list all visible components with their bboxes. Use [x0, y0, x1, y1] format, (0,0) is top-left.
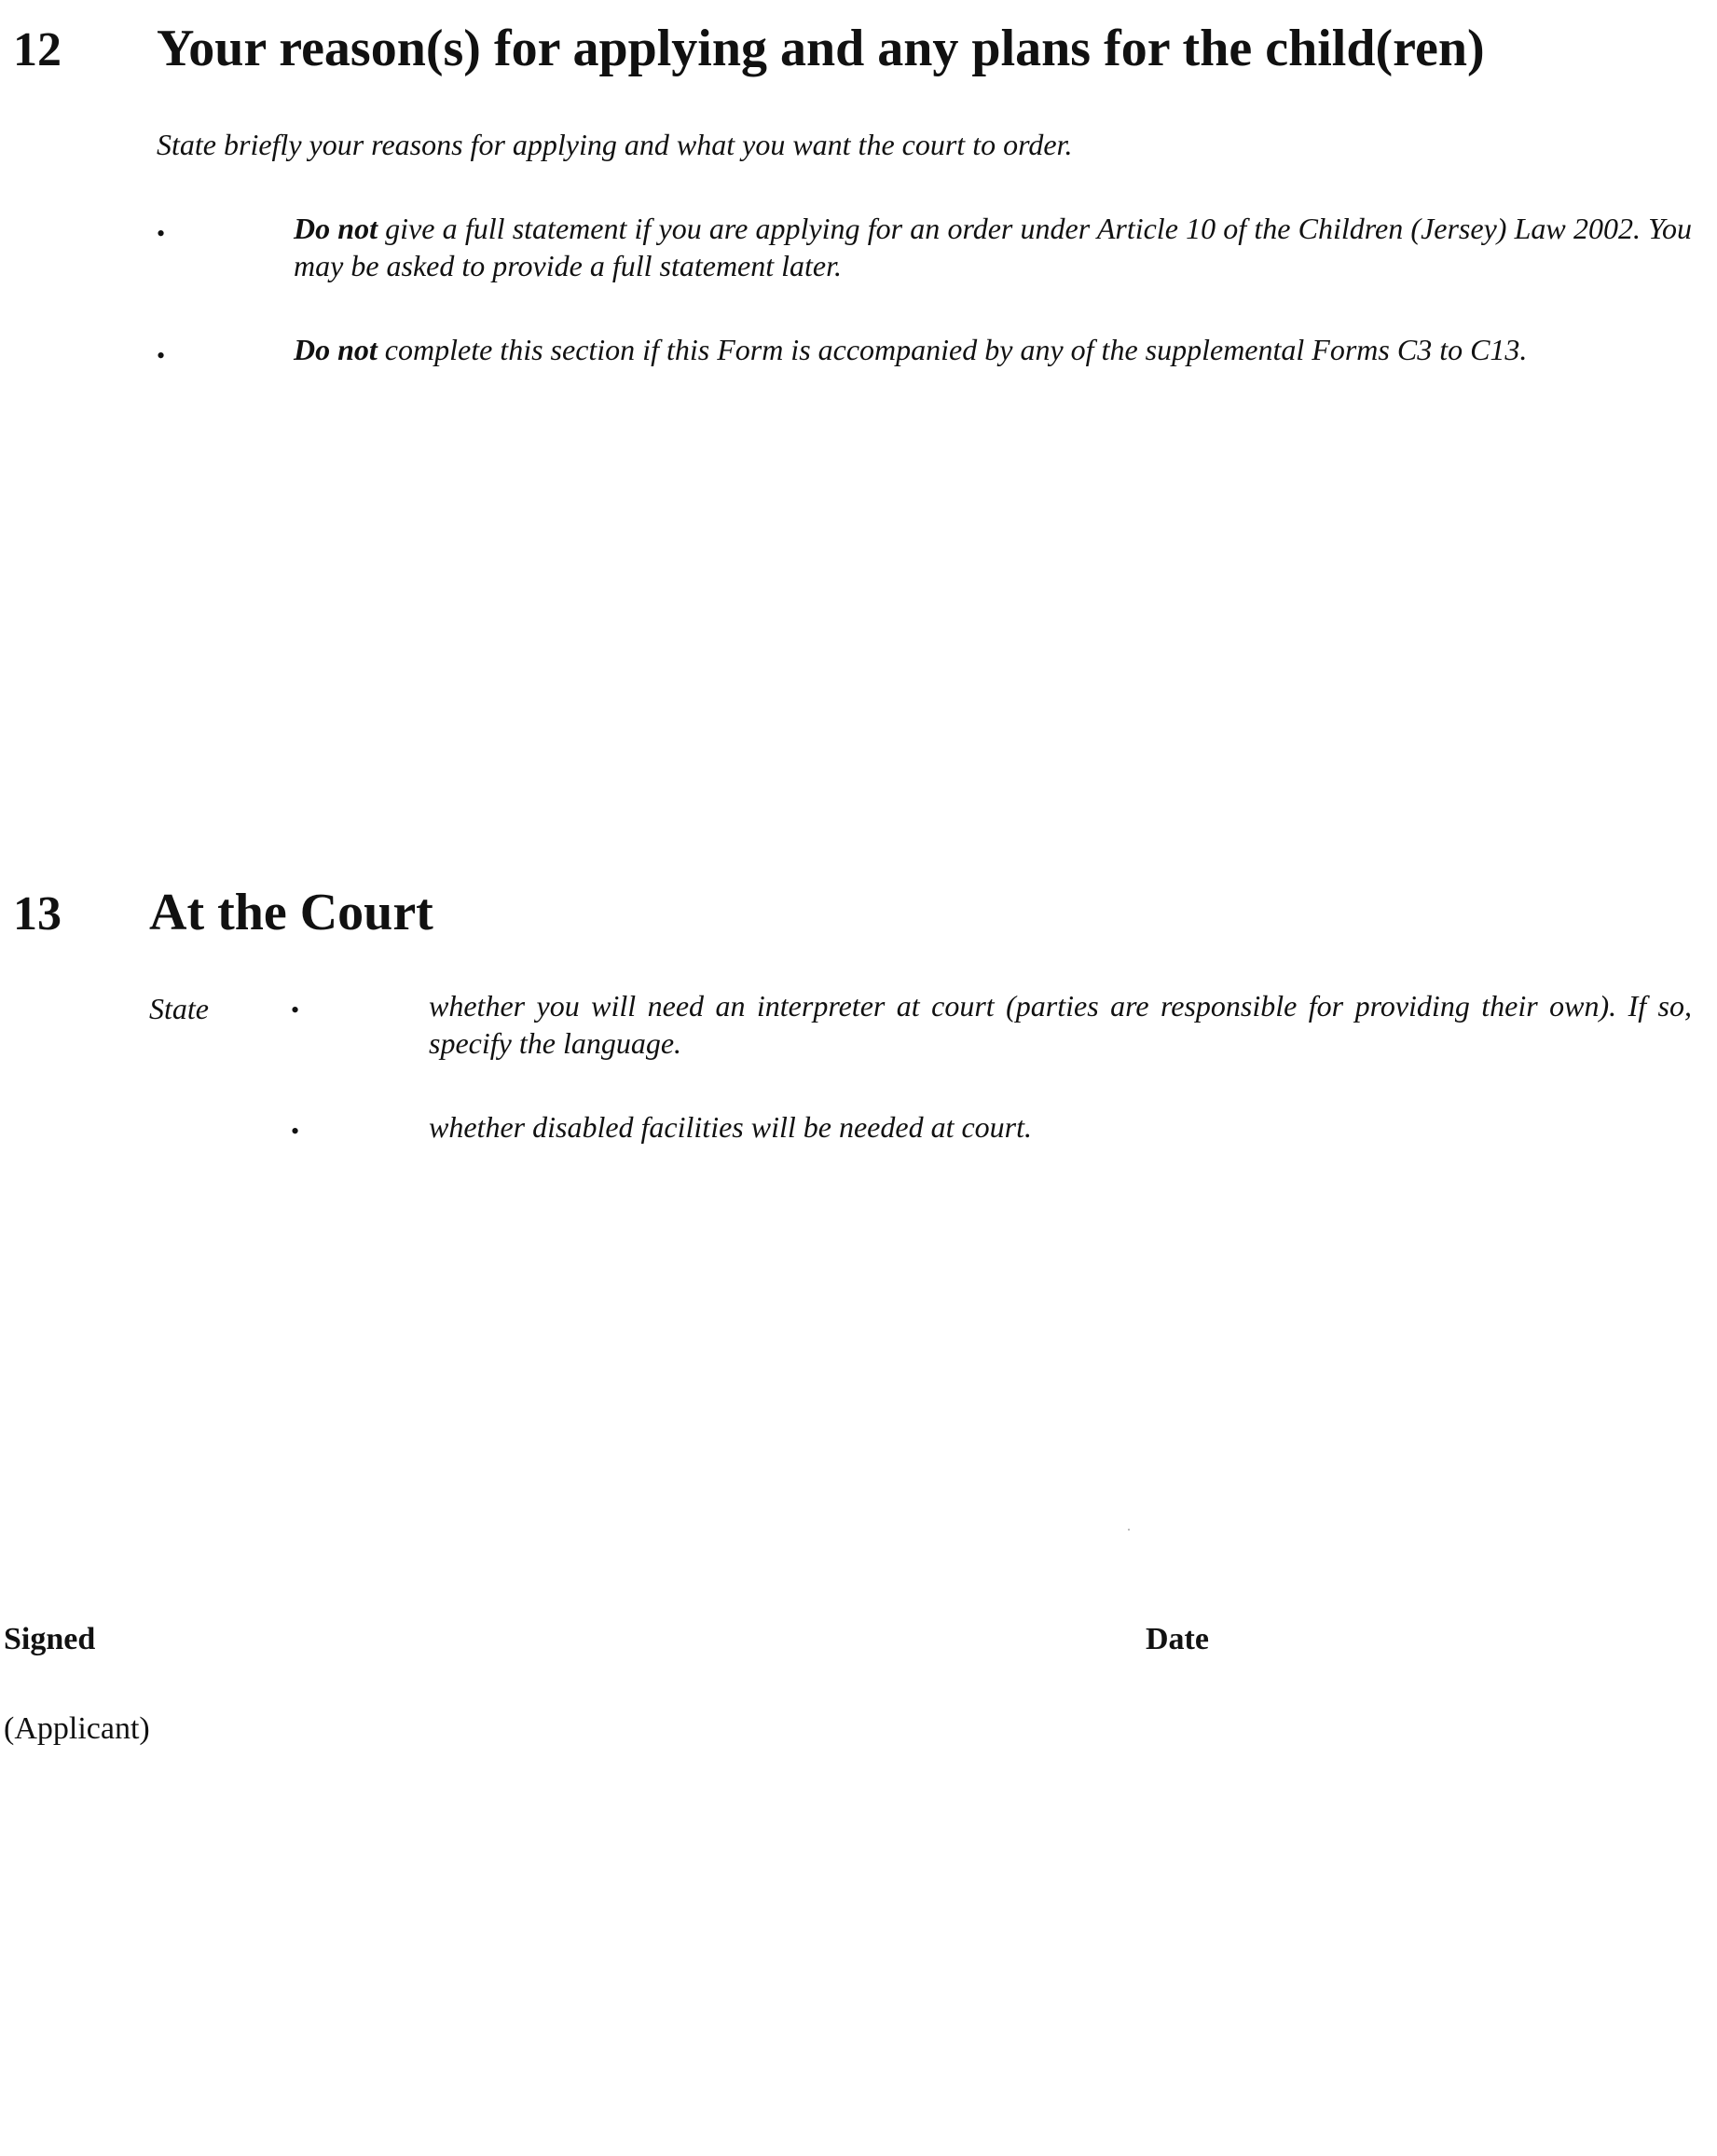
bullet-icon: • — [291, 1118, 300, 1145]
do-not-emphasis: Do not — [294, 333, 378, 366]
signed-label: Signed — [4, 1622, 96, 1656]
section-12-bullet-1-body: give a full statement if you are applying for an order under Article 10 of the Children (Jersey) Law 2002. You may be asked to provide a full statement later. — [294, 212, 1692, 282]
date-label: Date — [1146, 1622, 1209, 1656]
section-12-bullet-1-text — [294, 210, 1692, 284]
section-13-title: At the Court — [149, 884, 433, 941]
bullet-icon: • — [291, 996, 300, 1023]
section-12-bullet-2-body: complete this section if this Form is accompanied by any of the supplemental Forms C3 to C13. — [377, 333, 1528, 366]
do-not-emphasis: Do not — [294, 212, 378, 245]
section-12-bullet-2-text — [294, 331, 1692, 368]
section-12-number: 12 — [13, 23, 62, 76]
state-label: State — [149, 992, 209, 1025]
bullet-icon: • — [157, 220, 166, 247]
applicant-label: (Applicant) — [4, 1711, 150, 1746]
scan-speck — [1128, 1529, 1130, 1531]
bullet-icon: • — [157, 342, 166, 369]
section-13-bullet-2-text: whether disabled facilities will be needed at court. — [429, 1110, 1032, 1144]
section-12-title: Your reason(s) for applying and any plans for the child(ren) — [157, 20, 1485, 77]
section-13-bullet-1-text: whether you will need an interpreter at court (parties are responsible for providing their own). If so, specify the language. — [429, 989, 1692, 1060]
section-12-instruction: State briefly your reasons for applying and what you want the court to order. — [157, 128, 1073, 161]
section-13-number: 13 — [13, 887, 62, 941]
